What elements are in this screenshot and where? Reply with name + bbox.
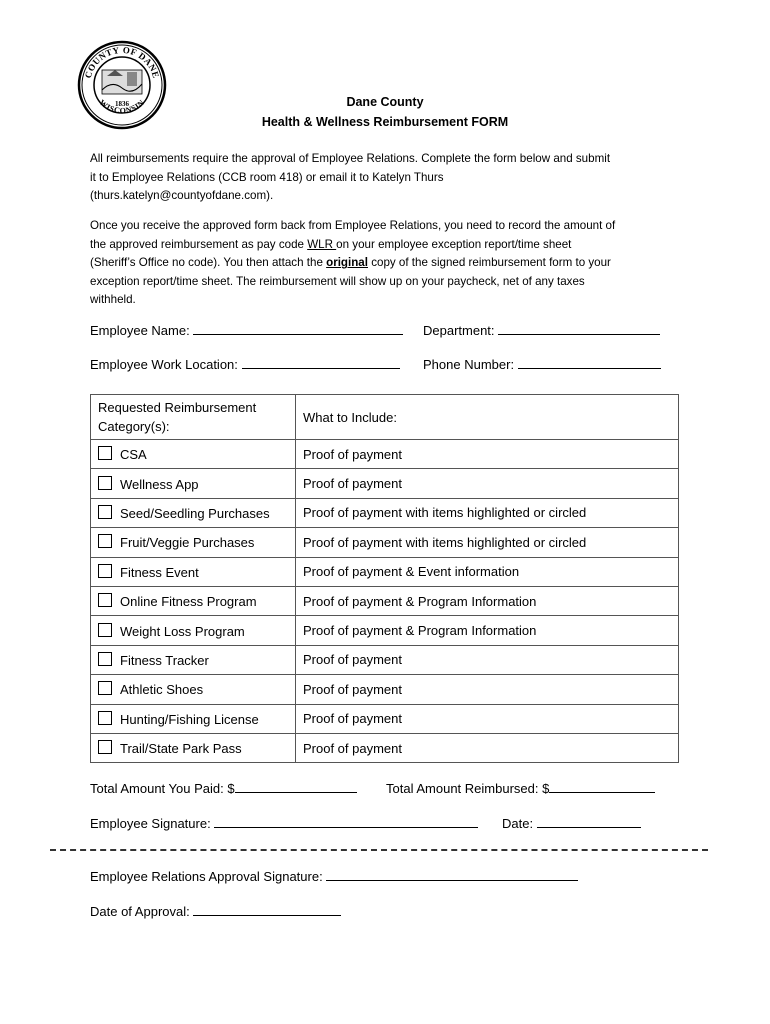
intro-text: on your employee exception report/time sheet xyxy=(336,237,572,251)
intro-line xyxy=(90,236,690,255)
date-of-approval-label: Date of Approval: xyxy=(90,904,194,919)
total-paid-field[interactable] xyxy=(90,780,357,796)
seal-bottom-text: WISCONSIN xyxy=(97,97,147,116)
include-cell: Proof of payment xyxy=(296,733,679,762)
category-checkbox[interactable] xyxy=(98,652,112,666)
intro-text: copy of the signed reimbursement form to your xyxy=(367,256,611,270)
category-checkbox[interactable] xyxy=(98,623,112,637)
category-cell xyxy=(91,645,296,674)
category-checkbox[interactable] xyxy=(98,711,112,725)
intro-line: withheld. xyxy=(90,293,136,307)
category-label: Seed/Seedling Purchases xyxy=(120,505,270,521)
employee-signature-field[interactable] xyxy=(90,815,478,831)
category-label: Weight Loss Program xyxy=(120,623,245,639)
category-cell xyxy=(91,675,296,704)
total-reimbursed-label: Total Amount Reimbursed: $ xyxy=(386,781,550,796)
category-cell xyxy=(91,469,296,498)
category-cell xyxy=(91,704,296,733)
category-label: Online Fitness Program xyxy=(120,594,257,610)
category-cell xyxy=(91,733,296,762)
phone-number-label: Phone Number: xyxy=(423,357,518,372)
include-cell: Proof of payment xyxy=(296,440,679,469)
table-row xyxy=(91,704,679,733)
category-label: Athletic Shoes xyxy=(120,682,204,698)
intro-paragraph-1 xyxy=(90,150,690,206)
category-label: Fruit/Veggie Purchases xyxy=(120,535,255,551)
include-cell: Proof of payment xyxy=(296,704,679,733)
category-cell xyxy=(91,440,296,469)
seal-year: 1836 xyxy=(115,100,129,108)
date-field[interactable] xyxy=(502,815,641,831)
category-label: Wellness App xyxy=(120,476,199,492)
employee-name-label: Employee Name: xyxy=(90,323,194,338)
date-line[interactable] xyxy=(537,815,641,828)
work-location-label: Employee Work Location: xyxy=(90,357,242,372)
table-row xyxy=(91,528,679,557)
reimbursement-category-table xyxy=(90,394,679,763)
table-row xyxy=(91,557,679,586)
seal-top-text: COUNTY OF DANE xyxy=(82,44,162,80)
work-location-line[interactable] xyxy=(242,356,400,369)
category-header-line: Requested Reimbursement xyxy=(98,400,257,415)
employee-name-field[interactable] xyxy=(90,322,403,338)
table-row xyxy=(91,675,679,704)
table-row xyxy=(91,645,679,674)
total-paid-line[interactable] xyxy=(235,780,357,793)
intro-line: All reimbursements require the approval of Employee Relations. Complete the form below and submit xyxy=(90,152,611,165)
cut-line-divider xyxy=(50,849,708,851)
include-cell: Proof of payment & Event information xyxy=(296,557,679,586)
category-checkbox[interactable] xyxy=(98,446,112,460)
category-label: CSA xyxy=(120,447,147,463)
category-checkbox[interactable] xyxy=(98,534,112,548)
original-emphasis: original xyxy=(326,256,368,270)
intro-line: it to Employee Relations (CCB room 418) or email it to Katelyn Thurs xyxy=(90,170,444,184)
department-field[interactable] xyxy=(423,322,660,338)
intro-line: Once you receive the approved form back from Employee Relations, you need to record the amount of xyxy=(90,219,616,232)
category-cell xyxy=(91,586,296,615)
department-label: Department: xyxy=(423,323,499,338)
intro-line: (thurs.katelyn@countyofdane.com). xyxy=(90,189,274,203)
intro-line: exception report/time sheet. The reimbursement will show up on your paycheck, net of any taxes xyxy=(90,274,585,288)
employee-signature-line[interactable] xyxy=(214,815,478,828)
intro-paragraph-2 xyxy=(90,217,690,310)
intro-line xyxy=(90,254,690,273)
phone-number-field[interactable] xyxy=(423,356,661,372)
category-label: Hunting/Fishing License xyxy=(120,711,259,727)
category-cell xyxy=(91,498,296,527)
table-row xyxy=(91,586,679,615)
department-line[interactable] xyxy=(498,322,660,335)
category-cell xyxy=(91,528,296,557)
category-cell xyxy=(91,616,296,645)
category-cell xyxy=(91,557,296,586)
total-reimbursed-line[interactable] xyxy=(549,780,655,793)
table-row xyxy=(91,616,679,645)
form-title-county: Dane County xyxy=(346,95,424,109)
include-cell: Proof of payment xyxy=(296,645,679,674)
category-checkbox[interactable] xyxy=(98,476,112,490)
category-label: Fitness Tracker xyxy=(120,652,209,668)
category-checkbox[interactable] xyxy=(98,740,112,754)
table-row xyxy=(91,440,679,469)
category-checkbox[interactable] xyxy=(98,681,112,695)
intro-text: (Sheriff’s Office no code). You then attach the xyxy=(90,256,327,270)
include-header: What to Include: xyxy=(296,395,679,440)
employee-signature-label: Employee Signature: xyxy=(90,816,215,831)
category-header-line: Category(s): xyxy=(98,419,170,434)
date-label: Date: xyxy=(502,816,537,831)
phone-number-line[interactable] xyxy=(518,356,661,369)
total-reimbursed-field[interactable] xyxy=(386,780,655,796)
form-title: Health & Wellness Reimbursement FORM xyxy=(261,115,509,129)
date-of-approval-field[interactable] xyxy=(90,903,341,919)
table-row xyxy=(91,733,679,762)
category-checkbox[interactable] xyxy=(98,593,112,607)
table-row xyxy=(91,469,679,498)
date-of-approval-line[interactable] xyxy=(193,903,341,916)
er-approval-signature-line[interactable] xyxy=(326,868,578,881)
include-cell: Proof of payment & Program Information xyxy=(296,586,679,615)
total-paid-label: Total Amount You Paid: $ xyxy=(90,781,235,796)
table-header-row xyxy=(91,395,679,440)
include-cell: Proof of payment xyxy=(296,469,679,498)
category-checkbox[interactable] xyxy=(98,505,112,519)
pay-code: WLR xyxy=(307,237,337,251)
category-label: Trail/State Park Pass xyxy=(120,741,242,757)
er-approval-signature-label: Employee Relations Approval Signature: xyxy=(90,869,327,884)
intro-text: the approved reimbursement as pay code xyxy=(90,237,308,251)
employee-name-line[interactable] xyxy=(193,322,403,335)
table-row xyxy=(91,498,679,527)
work-location-field[interactable] xyxy=(90,356,400,372)
category-header xyxy=(91,395,296,440)
er-approval-signature-field[interactable] xyxy=(90,868,578,884)
category-checkbox[interactable] xyxy=(98,564,112,578)
include-cell: Proof of payment with items highlighted or circled xyxy=(296,498,679,527)
include-cell: Proof of payment & Program Information xyxy=(296,616,679,645)
include-cell: Proof of payment xyxy=(296,675,679,704)
category-label: Fitness Event xyxy=(120,564,199,580)
include-cell: Proof of payment with items highlighted or circled xyxy=(296,528,679,557)
